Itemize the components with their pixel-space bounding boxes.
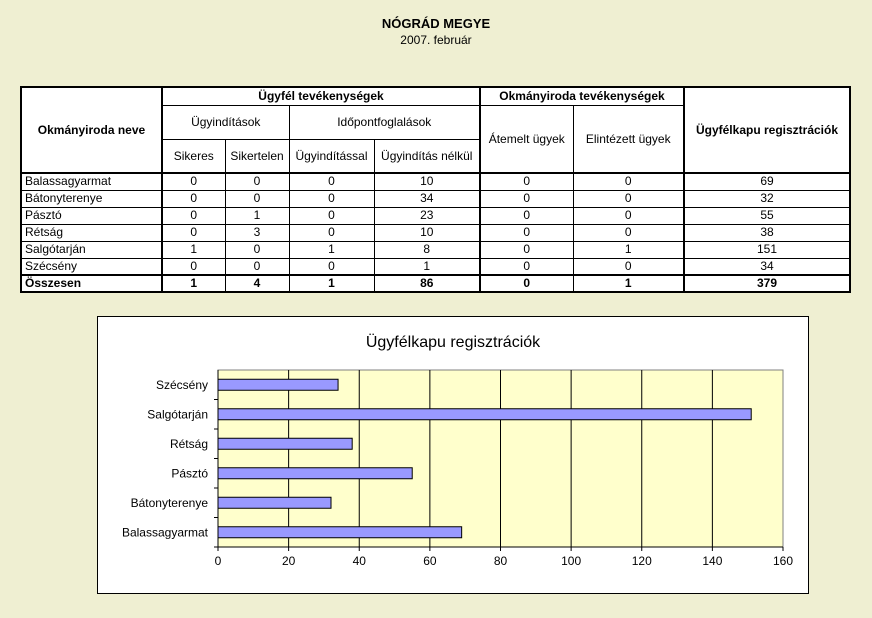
x-tick-label: 80	[493, 554, 508, 568]
value-cell: 0	[480, 190, 573, 207]
bar-balassagyarmat	[218, 527, 462, 538]
value-cell: 0	[480, 207, 573, 224]
value-cell: 0	[225, 190, 289, 207]
category-label: Salgótarján	[147, 407, 208, 422]
value-cell: 0	[162, 173, 225, 190]
report-subtitle: 2007. február	[400, 33, 472, 47]
header-completed-cases: Elintézett ügyek	[573, 105, 684, 173]
value-cell: 0	[573, 207, 684, 224]
value-cell: 0	[573, 224, 684, 241]
value-cell: 23	[374, 207, 480, 224]
value-cell: 0	[162, 224, 225, 241]
value-cell: 1	[289, 241, 374, 258]
value-cell: 34	[374, 190, 480, 207]
value-cell: 0	[289, 224, 374, 241]
office-name-cell: Balassagyarmat	[21, 173, 162, 190]
value-cell: 1	[162, 241, 225, 258]
report-title: NÓGRÁD MEGYE	[381, 16, 491, 31]
value-cell: 10	[374, 173, 480, 190]
header-office-activities: Okmányiroda tevékenységek	[480, 87, 684, 105]
header-with-initiation: Ügyindítással	[289, 139, 374, 173]
value-cell: 0	[480, 224, 573, 241]
value-cell: 0	[573, 173, 684, 190]
value-cell: 1	[374, 258, 480, 275]
header-registrations: Ügyfélkapu regisztrációk	[684, 87, 850, 173]
value-cell: 1	[225, 207, 289, 224]
registrations-chart	[97, 316, 809, 594]
table-row	[21, 224, 850, 241]
value-cell: 0	[225, 173, 289, 190]
value-cell: 0	[480, 173, 573, 190]
header-client-activities: Ügyfél tevékenységek	[162, 87, 480, 105]
value-cell: 10	[374, 224, 480, 241]
x-tick-label: 60	[423, 554, 437, 568]
report-header	[0, 16, 872, 48]
category-label: Rétság	[169, 436, 208, 451]
value-cell: 1	[162, 275, 225, 292]
header-appointments: Időpontfoglalások	[289, 105, 480, 139]
value-cell: 69	[684, 173, 850, 190]
value-cell: 0	[289, 190, 374, 207]
office-name-cell: Bátonyterenye	[21, 190, 162, 207]
value-cell: 0	[225, 258, 289, 275]
table-row	[21, 258, 850, 275]
total-label: Összesen	[21, 275, 162, 292]
category-label: Szécsény	[155, 377, 208, 392]
value-cell: 0	[162, 207, 225, 224]
value-cell: 4	[225, 275, 289, 292]
value-cell: 1	[573, 275, 684, 292]
chart-svg	[98, 317, 808, 593]
header-successful: Sikeres	[162, 139, 225, 173]
value-cell: 151	[684, 241, 850, 258]
office-name-cell: Szécsény	[21, 258, 162, 275]
value-cell: 379	[684, 275, 850, 292]
bar-szécsény	[218, 379, 338, 390]
value-cell: 3	[225, 224, 289, 241]
x-tick-label: 40	[352, 554, 366, 568]
chart-title: Ügyfélkapu regisztrációk	[365, 334, 541, 351]
bar-pásztó	[218, 468, 412, 479]
value-cell: 0	[480, 258, 573, 275]
value-cell: 1	[289, 275, 374, 292]
value-cell: 0	[225, 241, 289, 258]
office-name-cell: Salgótarján	[21, 241, 162, 258]
bar-rétság	[218, 438, 352, 449]
table-row	[21, 190, 850, 207]
table-row	[21, 173, 850, 190]
header-unsuccessful: Sikertelen	[225, 139, 289, 173]
header-moved-cases: Átemelt ügyek	[480, 105, 573, 173]
value-cell: 38	[684, 224, 850, 241]
value-cell: 34	[684, 258, 850, 275]
value-cell: 8	[374, 241, 480, 258]
office-name-cell: Rétság	[21, 224, 162, 241]
value-cell: 0	[573, 258, 684, 275]
value-cell: 86	[374, 275, 480, 292]
value-cell: 55	[684, 207, 850, 224]
total-row	[21, 275, 850, 292]
value-cell: 32	[684, 190, 850, 207]
x-tick-label: 0	[214, 554, 222, 568]
x-tick-label: 100	[561, 554, 582, 568]
table-row	[21, 241, 850, 258]
category-label: Bátonyterenye	[130, 495, 208, 510]
value-cell: 0	[162, 190, 225, 207]
value-cell: 0	[289, 173, 374, 190]
value-cell: 0	[480, 275, 573, 292]
category-label: Balassagyarmat	[121, 525, 208, 540]
value-cell: 0	[289, 207, 374, 224]
value-cell: 0	[289, 258, 374, 275]
bar-salgótarján	[218, 409, 751, 420]
header-without-initiation: Ügyindítás nélkül	[374, 139, 480, 173]
header-office-name: Okmányiroda neve	[21, 87, 162, 173]
value-cell: 0	[162, 258, 225, 275]
table-row	[21, 207, 850, 224]
statistics-table	[20, 86, 851, 293]
office-name-cell: Pásztó	[21, 207, 162, 224]
x-tick-label: 140	[702, 554, 723, 568]
x-tick-label: 20	[281, 554, 296, 568]
bar-bátonyterenye	[218, 497, 331, 508]
value-cell: 0	[480, 241, 573, 258]
x-tick-label: 160	[772, 554, 794, 568]
category-label: Pásztó	[171, 466, 208, 481]
header-initiations: Ügyindítások	[162, 105, 289, 139]
value-cell: 1	[573, 241, 684, 258]
x-tick-label: 120	[631, 554, 652, 568]
value-cell: 0	[573, 190, 684, 207]
